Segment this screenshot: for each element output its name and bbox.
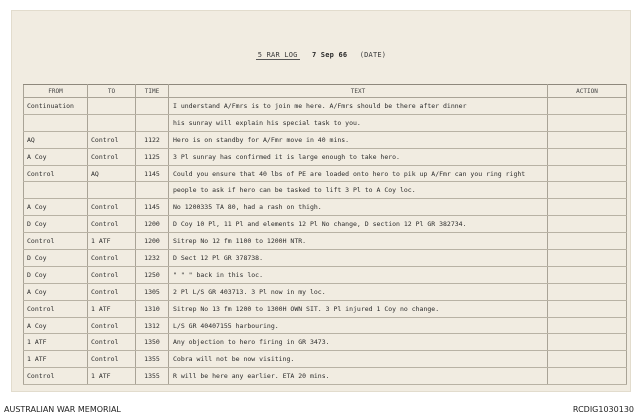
cell-text: Could you ensure that 40 lbs of PE are loaded onto hero to pik up A/Fmr can you ring right [169,165,548,182]
table-row [24,233,627,250]
cell-action [548,351,627,368]
cell-time: 1355 [136,351,169,368]
cell-from: A Coy [24,199,88,216]
table-row [24,250,627,267]
cell-from: D Coy [24,266,88,283]
cell-time: 1305 [136,283,169,300]
cell-to: Control [88,131,136,148]
cell-to: Control [88,283,136,300]
cell-from: A Coy [24,317,88,334]
cell-text: D Coy 10 Pl, 11 Pl and elements 12 Pl No change, D section 12 Pl GR 382734. [169,216,548,233]
cell-to: AQ [88,165,136,182]
cell-to: Control [88,148,136,165]
cell-time: 1145 [136,199,169,216]
cell-to: Control [88,266,136,283]
cell-to: Control [88,351,136,368]
table-row [24,351,627,368]
cell-action [548,182,627,199]
log-date: 7 Sep 66 [311,51,348,59]
cell-from: Continuation [24,98,88,115]
cell-action [548,131,627,148]
cell-from: D Coy [24,216,88,233]
cell-from: Control [24,233,88,250]
archive-footer [0,403,640,417]
col-action-header: ACTION [548,85,627,98]
cell-time: 1125 [136,148,169,165]
cell-from: A Coy [24,283,88,300]
cell-action [548,300,627,317]
cell-from [24,182,88,199]
cell-text: I understand A/Fmrs is to join me here. A/Fmrs should be there after dinner [169,98,548,115]
cell-time: 1200 [136,233,169,250]
table-row [24,283,627,300]
cell-time: 1250 [136,266,169,283]
cell-from: AQ [24,131,88,148]
cell-action [548,148,627,165]
table-row [24,266,627,283]
cell-to: 1 ATF [88,368,136,385]
date-label: (DATE) [359,51,387,59]
cell-time: 1355 [136,368,169,385]
cell-to: Control [88,334,136,351]
col-to-header: TO [88,85,136,98]
cell-text: Hero is on standby for A/Fmr move in 40 mins. [169,131,548,148]
cell-action [548,317,627,334]
cell-text: Cobra will not be now visiting. [169,351,548,368]
log-sheet [11,10,631,392]
cell-time: 1145 [136,165,169,182]
cell-from: 1 ATF [24,334,88,351]
cell-from: A Coy [24,148,88,165]
cell-action [548,98,627,115]
table-row [24,182,627,199]
cell-from: Control [24,165,88,182]
cell-text: Any objection to hero firing in GR 3473. [169,334,548,351]
cell-action [548,266,627,283]
cell-time: 1122 [136,131,169,148]
cell-time [136,182,169,199]
archive-name: AUSTRALIAN WAR MEMORIAL [4,405,121,414]
cell-text: D Sect 12 Pl GR 378738. [169,250,548,267]
cell-text: people to ask if hero can be tasked to lift 3 Pl to A Coy loc. [169,182,548,199]
col-from-header: FROM [24,85,88,98]
cell-text: L/S GR 40407155 harbouring. [169,317,548,334]
cell-action [548,216,627,233]
cell-action [548,334,627,351]
log-table [23,84,627,385]
cell-to: Control [88,317,136,334]
cell-from: Control [24,368,88,385]
col-text-header: TEXT [169,85,548,98]
log-body [24,98,627,385]
table-row [24,368,627,385]
cell-time: 1232 [136,250,169,267]
table-row [24,300,627,317]
cell-time: 1310 [136,300,169,317]
cell-to [88,182,136,199]
cell-to: Control [88,216,136,233]
table-row [24,317,627,334]
cell-time [136,98,169,115]
cell-from: 1 ATF [24,351,88,368]
cell-to: 1 ATF [88,233,136,250]
cell-time: 1200 [136,216,169,233]
cell-to: Control [88,250,136,267]
table-row [24,165,627,182]
cell-text: his sunray will explain his special task to you. [169,114,548,131]
cell-action [548,165,627,182]
cell-to: 1 ATF [88,300,136,317]
cell-action [548,250,627,267]
cell-action [548,114,627,131]
cell-time: 1312 [136,317,169,334]
cell-from: D Coy [24,250,88,267]
table-row [24,216,627,233]
table-row [24,114,627,131]
cell-action [548,283,627,300]
cell-text: " " " back in this loc. [169,266,548,283]
col-time-header: TIME [136,85,169,98]
cell-text: 2 Pl L/S GR 403713. 3 Pl now in my loc. [169,283,548,300]
cell-to [88,98,136,115]
table-row [24,98,627,115]
cell-to: Control [88,199,136,216]
cell-text: 3 Pl sunray has confirmed it is large enough to take hero. [169,148,548,165]
cell-from [24,114,88,131]
cell-to [88,114,136,131]
table-row [24,131,627,148]
cell-action [548,368,627,385]
table-row [24,199,627,216]
archive-reference: RCDIG1030130 [572,405,634,414]
table-header-row [24,85,627,98]
cell-text: No 1200335 TA 80, had a rash on thigh. [169,199,548,216]
log-header [12,51,630,59]
cell-text: Sitrep No 12 fm 1100 to 1200H NTR. [169,233,548,250]
cell-time [136,114,169,131]
cell-time: 1350 [136,334,169,351]
cell-text: Sitrep No 13 fm 1200 to 1300H OWN SIT. 3 Pl injured 1 Coy no change. [169,300,548,317]
cell-action [548,199,627,216]
cell-from: Control [24,300,88,317]
cell-action [548,233,627,250]
unit-log-title: 5 RAR LOG [257,51,298,59]
table-row [24,334,627,351]
cell-text: R will be here any earlier. ETA 20 mins. [169,368,548,385]
table-row [24,148,627,165]
